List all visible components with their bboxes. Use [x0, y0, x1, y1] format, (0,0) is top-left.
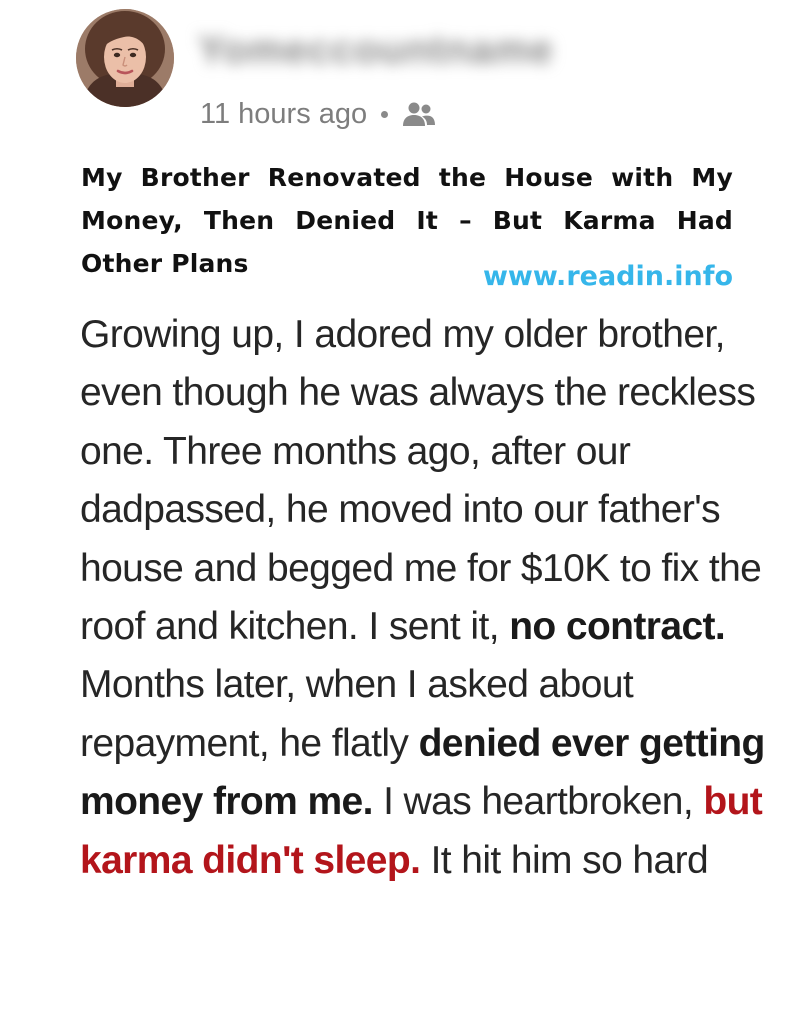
story-segment: Growing up, I adored my older brother, even though he was always the reckless one. Three months ago, after our dadpassed, he moved into our father's house and begged me for $10K to fix the roof and kitchen. I sent it, [80, 313, 762, 649]
story-segment: It hit him so hard [420, 838, 709, 882]
post-header [0, 0, 809, 140]
woman-portrait-icon [76, 9, 174, 107]
post-meta [200, 94, 436, 134]
story-segment: I was heartbroken, [372, 780, 704, 824]
story-bold-denied: denied ever getting money from me. [80, 721, 765, 824]
author-name[interactable]: Yomeccountname [198, 28, 554, 72]
story-bold-no-contract: no contract. [509, 605, 726, 649]
article-headline[interactable]: My Brother Renovated the House with My Money, Then Denied It – But Karma Had Other Plans [81, 163, 733, 278]
separator-dot [381, 111, 388, 118]
story-text [80, 306, 770, 890]
story-highlight-karma: but karma didn't sleep. [80, 780, 763, 882]
story-segment: Months later, when I asked about repayment, he flatly [80, 663, 634, 765]
watermark-url[interactable]: www.readin.info [482, 261, 733, 292]
post-timestamp[interactable]: 11 hours ago [200, 97, 368, 130]
avatar[interactable] [76, 9, 174, 107]
friends-icon[interactable] [402, 101, 436, 127]
